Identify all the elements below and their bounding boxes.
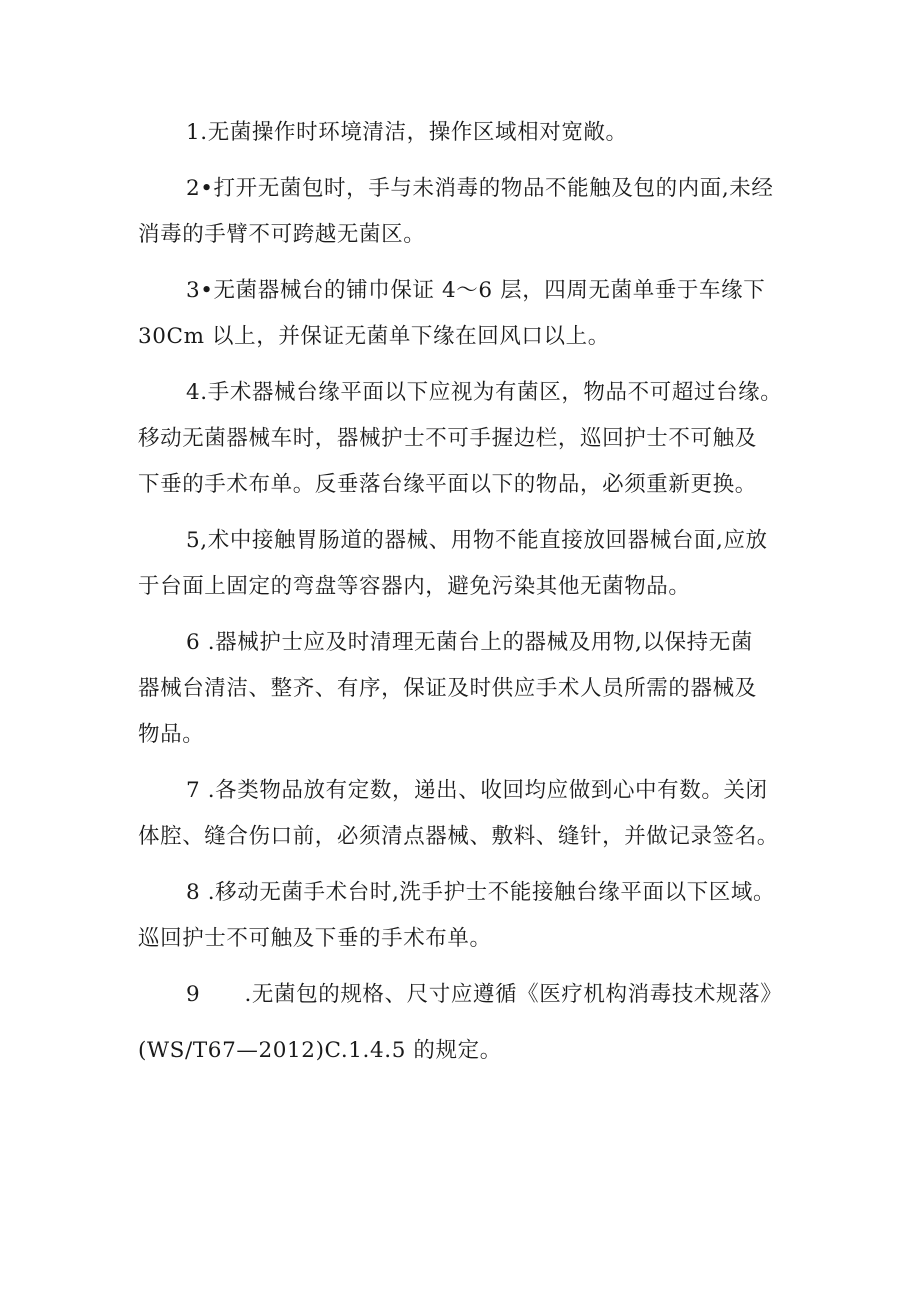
paragraph-line: 8 .移动无菌手术台时,洗手护士不能接触台缘平面以下区域。 xyxy=(186,880,776,905)
paragraph-1 xyxy=(138,110,798,156)
paragraph-line: 于台面上固定的弯盘等容器内，避免污染其他无菌物品。 xyxy=(138,574,691,599)
paragraph-4 xyxy=(138,370,798,508)
paragraph-5 xyxy=(138,518,798,610)
paragraph-line: 5,术中接触胃肠道的器械、用物不能直接放回器械台面,应放 xyxy=(186,528,768,553)
paragraph-line: 9 .无菌包的规格、尺寸应遵循《医疗机构消毒技术规落》 xyxy=(186,982,783,1007)
paragraph-line: 体腔、缝合伤口前，必须清点器械、敷料、缝针，并做记录签名。 xyxy=(138,824,779,849)
paragraph-line: 移动无菌器械车时，器械护士不可手握边栏，巡回护士不可触及 xyxy=(138,426,757,451)
paragraph-line: 消毒的手臂不可跨越无菌区。 xyxy=(138,222,426,247)
paragraph-6 xyxy=(138,620,798,758)
paragraph-line: 7 .各类物品放有定数，递出、收回均应做到心中有数。关闭 xyxy=(186,778,768,803)
paragraph-line: 30Cm 以上，并保证无菌单下缘在回风口以上。 xyxy=(138,324,610,349)
paragraph-line: 2•打开无菌包时，手与未消毒的物品不能触及包的内面,未经 xyxy=(186,176,774,201)
paragraph-8 xyxy=(138,870,798,962)
paragraph-7 xyxy=(138,768,798,860)
paragraph-line: 巡回护士不可触及下垂的手术布单。 xyxy=(138,926,492,951)
paragraph-9 xyxy=(138,972,798,1074)
paragraph-line: 4.手术器械台缘平面以下应视为有菌区，物品不可超过台缘。 xyxy=(186,380,783,405)
paragraph-line: 器械台清洁、整齐、有序，保证及时供应手术人员所需的器械及 xyxy=(138,676,757,701)
paragraph-line: 1.无菌操作时环境清洁，操作区域相对宽敞。 xyxy=(186,120,628,145)
paragraph-line: (WS/T67—2012)C.1.4.5 的规定。 xyxy=(138,1038,502,1063)
paragraph-2 xyxy=(138,166,798,258)
document-body xyxy=(138,110,798,1074)
paragraph-line: 3•无菌器械台的铺巾保证 4～6 层，四周无菌单垂于车缘下 xyxy=(186,278,766,303)
paragraph-line: 6 .器械护士应及时清理无菌台上的器械及用物,以保持无菌 xyxy=(186,630,753,655)
paragraph-line: 物品。 xyxy=(138,722,205,747)
paragraph-line: 下垂的手术布单。反垂落台缘平面以下的物品，必须重新更换。 xyxy=(138,472,757,497)
paragraph-3 xyxy=(138,268,798,360)
